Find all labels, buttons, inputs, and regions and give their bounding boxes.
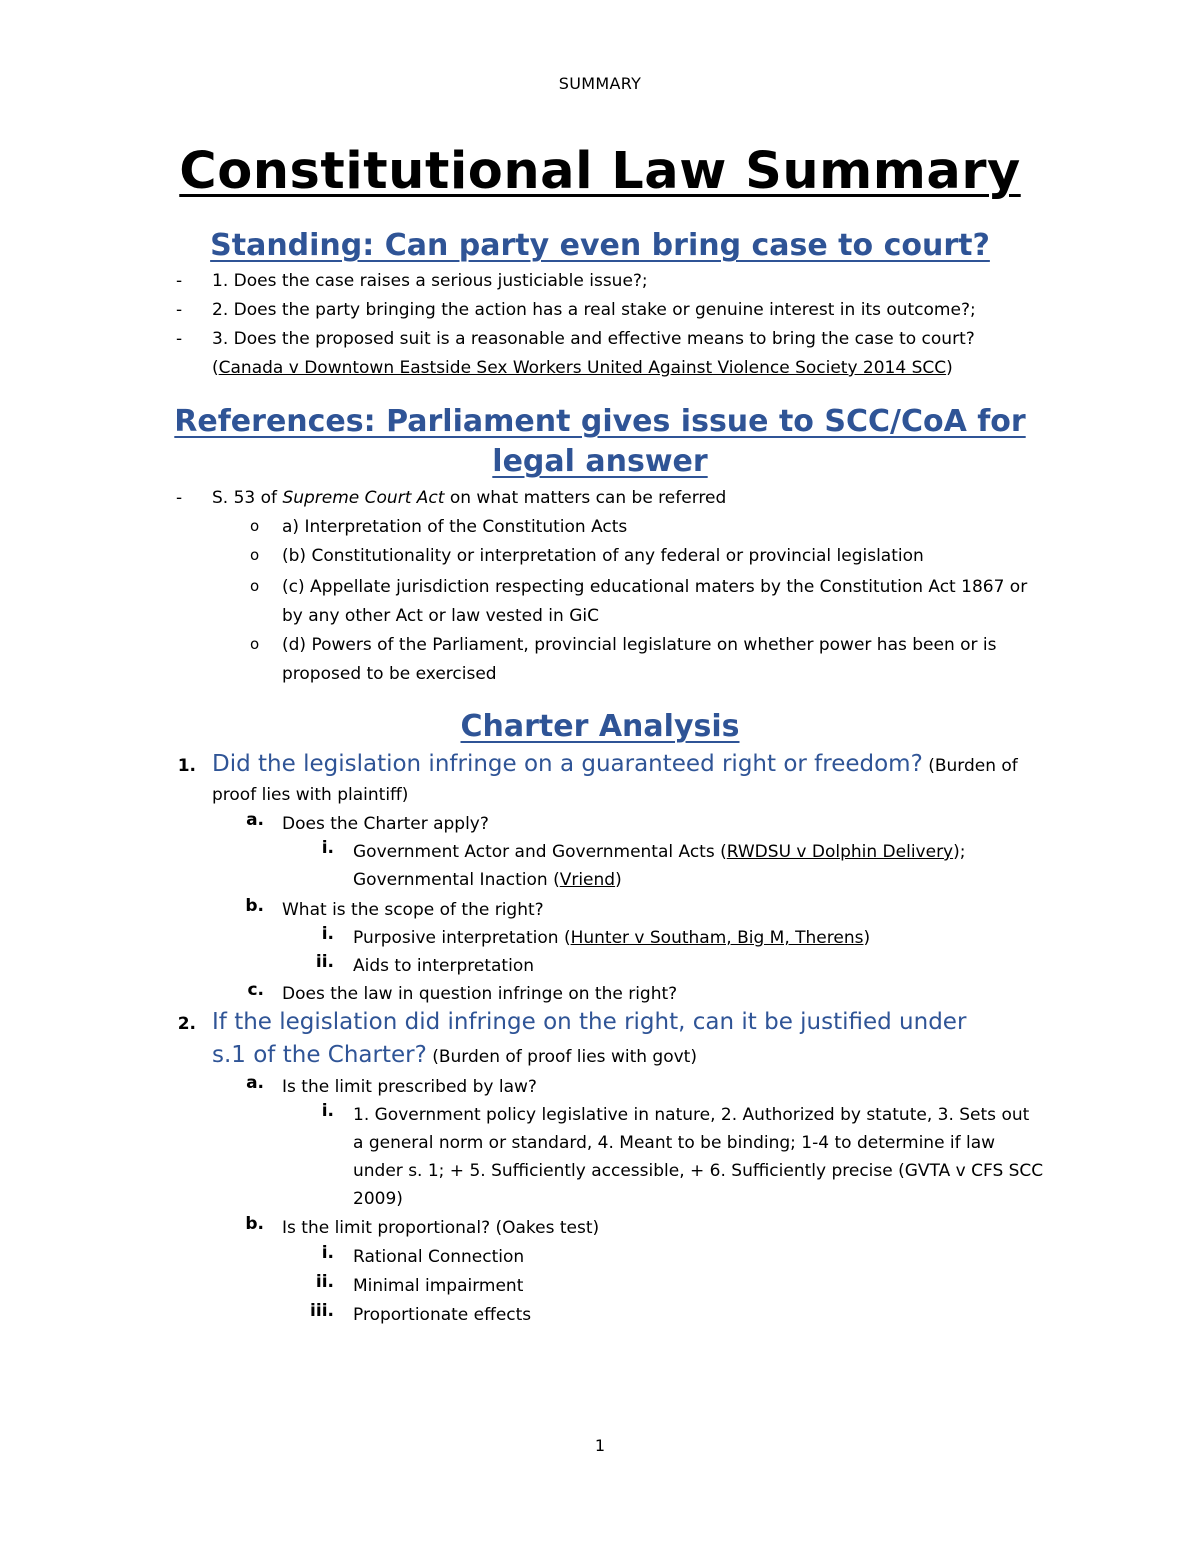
reference-item-d: (d) Powers of the Parliament, provincial legislature on whether power has been or is <box>282 635 997 655</box>
item-label: b. <box>245 896 264 916</box>
references-heading-line2: legal answer <box>492 444 708 479</box>
item-label: i. <box>321 924 334 944</box>
item-label: i. <box>321 1101 334 1121</box>
charter-q1-a-i-cont: Governmental Inaction (Vriend) <box>353 870 622 890</box>
charter-q2-a-i-line4: 2009) <box>353 1189 403 1209</box>
item-label: i. <box>321 1243 334 1263</box>
charter-q2-b-ii: Minimal impairment <box>353 1276 524 1296</box>
charter-q2-a-i-line3: under s. 1; + 5. Sufficiently accessible, + 6. Sufficiently precise (GVTA v CFS SCC <box>353 1161 1044 1181</box>
question-number: 1. <box>177 756 196 776</box>
reference-item-c-cont: by any other Act or law vested in GiC <box>282 606 599 626</box>
references-heading-line1: References: Parliament gives issue to SCC/CoA for <box>174 404 1026 439</box>
standing-item-1: 1. Does the case raises a serious justiciable issue?; <box>212 271 648 291</box>
question-number: 2. <box>177 1014 196 1034</box>
charter-q1-b-ii: Aids to interpretation <box>353 956 534 976</box>
item-label: c. <box>247 980 264 1000</box>
item-label: a. <box>246 810 264 830</box>
circle-bullet: o <box>250 517 260 535</box>
charter-question-2: If the legislation did infringe on the right, can it be justified under <box>212 1009 967 1035</box>
charter-q1-b: What is the scope of the right? <box>282 900 544 920</box>
references-intro: S. 53 of Supreme Court Act on what matters can be referred <box>212 488 727 508</box>
standing-item-2: 2. Does the party bringing the action has a real stake or genuine interest in its outcome?; <box>212 300 976 320</box>
reference-item-a: a) Interpretation of the Constitution Acts <box>282 517 628 537</box>
charter-q2-b: Is the limit proportional? (Oakes test) <box>282 1218 600 1238</box>
charter-q1-a: Does the Charter apply? <box>282 814 489 834</box>
standing-item-3: 3. Does the proposed suit is a reasonable and effective means to bring the case to court? <box>212 329 975 349</box>
page-header: SUMMARY <box>558 74 642 93</box>
dash-bullet: - <box>176 488 183 508</box>
charter-q2-a-i-line1: 1. Government policy legislative in nature, 2. Authorized by statute, 3. Sets out <box>353 1105 1030 1125</box>
page-number: 1 <box>594 1436 606 1455</box>
document-title: Constitutional Law Summary <box>179 142 1021 201</box>
item-label: ii. <box>315 1272 334 1292</box>
item-label: ii. <box>315 952 334 972</box>
circle-bullet: o <box>250 546 260 564</box>
reference-item-d-cont: proposed to be exercised <box>282 664 497 684</box>
standing-citation: (Canada v Downtown Eastside Sex Workers United Against Violence Society 2014 SCC) <box>212 358 953 378</box>
dash-bullet: - <box>176 329 183 349</box>
charter-q2-b-i: Rational Connection <box>353 1247 525 1267</box>
case-link: Canada v Downtown Eastside Sex Workers United Against Violence Society 2014 SCC <box>218 358 947 378</box>
charter-q2-a-i-line2: a general norm or standard, 4. Meant to be binding; 1-4 to determine if law <box>353 1133 996 1153</box>
charter-heading: Charter Analysis <box>460 709 740 744</box>
charter-question-1-note: proof lies with plaintiff) <box>212 785 409 805</box>
charter-question-2-cont: s.1 of the Charter? (Burden of proof lies with govt) <box>212 1042 697 1068</box>
circle-bullet: o <box>250 577 260 595</box>
charter-q2-b-iii: Proportionate effects <box>353 1305 532 1325</box>
charter-q2-a: Is the limit prescribed by law? <box>282 1077 537 1097</box>
dash-bullet: - <box>176 300 183 320</box>
reference-item-c: (c) Appellate jurisdiction respecting educational maters by the Constitution Act 1867 or <box>282 577 1028 597</box>
charter-q1-b-i: Purposive interpretation (Hunter v Southam, Big M, Therens) <box>353 928 871 948</box>
charter-q1-c: Does the law in question infringe on the right? <box>282 984 678 1004</box>
item-label: a. <box>246 1073 264 1093</box>
charter-question-1: Did the legislation infringe on a guaranteed right or freedom? (Burden of <box>212 751 1018 777</box>
standing-heading: Standing: Can party even bring case to court? <box>210 228 990 263</box>
reference-item-b: (b) Constitutionality or interpretation of any federal or provincial legislation <box>282 546 924 566</box>
charter-q1-a-i: Government Actor and Governmental Acts (RWDSU v Dolphin Delivery); <box>353 842 966 862</box>
item-label: b. <box>245 1214 264 1234</box>
dash-bullet: - <box>176 271 183 291</box>
circle-bullet: o <box>250 635 260 653</box>
item-label: i. <box>321 838 334 858</box>
item-label: iii. <box>310 1301 334 1321</box>
